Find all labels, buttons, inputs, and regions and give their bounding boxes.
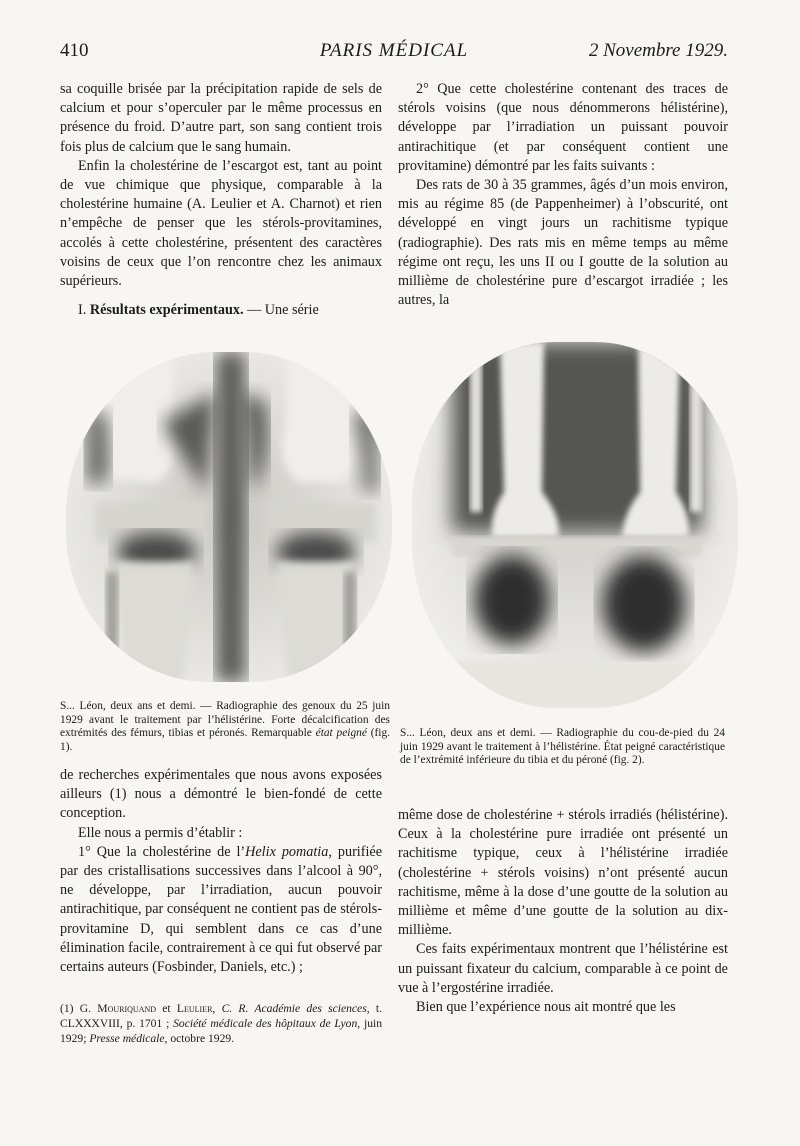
right-column-top — [398, 80, 728, 310]
species-name: Helix pomatia — [245, 843, 329, 860]
right-column-bottom — [398, 806, 728, 1017]
section-lead: — Une série — [243, 302, 319, 319]
caption-text: — Radiographie des genoux du 25 juin 1929 avant le traitement par l’hélistérine. Forte décalcification des extrémités des fémurs, tibias et péronés. Remarquable — [60, 700, 390, 740]
knee-radiograph-image — [66, 352, 392, 682]
paragraph — [60, 843, 382, 977]
paragraph: Bien que l’expérience nous ait montré que les — [416, 999, 676, 1016]
text-run: 1° Que la cholestérine de l’ — [78, 843, 246, 860]
footnote-author: Leulier — [176, 1002, 213, 1015]
issue-date: 2 Novembre 1929. — [588, 40, 728, 61]
figure-1-caption — [60, 700, 390, 754]
paragraph: Elle nous a permis d’établir : — [78, 824, 243, 841]
page-number: 410 — [60, 40, 89, 61]
caption-italic: état peigné — [315, 727, 367, 740]
left-column-top — [60, 80, 382, 320]
figure-2-caption — [400, 727, 725, 768]
footnote-number: (1) — [60, 1002, 80, 1015]
caption-lead: S... Léon, deux ans et demi. — [60, 700, 196, 712]
caption-lead: S... Léon, deux ans et demi. — [400, 727, 536, 739]
text-run: , octobre 1929. — [164, 1032, 235, 1045]
running-header — [60, 40, 728, 66]
paragraph: Ces faits expérimentaux montrent que l’hélistérine est un puissant fixateur du calcium, comparable à ce point de vue à l’ergostérine irradiée. — [398, 941, 728, 996]
paragraph: sa coquille brisée par la précipitation rapide de sels de calcium et pour s’operculer par le même processus en présence du froid. D’autre part, son sang contient trois fois plus de calcium que le sang humain. — [60, 81, 382, 155]
paragraph: Des rats de 30 à 35 grammes, âgés d’un mois environ, mis au régime 85 (de Pappenheimer) à l’obscurité, ont développé en vingt jours un rachitisme typique (radiographie). Des rats mis en même temps au même régime ont reçu, les uns II ou I goutte de la solution au millième de cholestérine pure d’escargot irradiée ; les autres, la — [398, 177, 728, 309]
paragraph: de recherches expérimentales que nous avons exposées ailleurs (1) nous a démontré le bien-fondé de cette conception. — [60, 767, 382, 822]
paragraph: 2° Que cette cholestérine contenant des traces de stérols voisins (que nous dénommerons hélistérine), développe par l’irradiation un puissant pouvoir antirachitique (et par conséquent contient une provitamine) démontré par les faits suivants : — [398, 81, 728, 174]
paragraph: même dose de cholestérine + stérols irradiés (hélistérine). Ceux à la cholestérine pure irradiée ont présenté un rachitisme typique, ceux à l’hélistérine irradiée (cholestérine + stérols voisins) n’ont présenté aucun rachitisme, même à la dose d’une goutte de la solution au millième et même d’une goutte de la solution au dix-millième. — [398, 807, 728, 939]
section-title: Résultats expérimentaux. — [89, 302, 244, 319]
ankle-radiograph-image — [412, 342, 738, 708]
text-run: , t. CLXXXVIII, p. 1701 ; — [60, 1002, 382, 1030]
footnote-author: G. Mouriquand — [79, 1002, 157, 1015]
section-heading — [60, 301, 382, 320]
text-run: et — [156, 1002, 177, 1015]
footnote — [60, 1001, 382, 1046]
footnote-journal: Société médicale des hôpitaux de Lyon — [173, 1017, 358, 1030]
caption-text: — Radiographie du cou-de-pied du 24 juin 1929 avant le traitement à l’hélistérine. État peigné caractéristique de l’extrémité inférieure du tibia et du péroné (fig. 2). — [400, 727, 725, 767]
figure-2-ankle-radiograph — [412, 342, 738, 708]
text-run: , juin 1929; — [60, 1017, 383, 1045]
section-number: I. — [78, 302, 87, 319]
journal-title: PARIS MÉDICAL — [319, 40, 469, 61]
paragraph: Enfin la cholestérine de l’escargot est, tant au point de vue chimique que physique, comparable à la cholestérine humaine (A. Leulier et A. Charnot) et rien n’empêche de penser que les stérols-provitamines, accolés à cette cholestérine, présentent des caractères voisins de ceux que l’on rencontre chez les animaux supérieurs. — [60, 157, 382, 290]
figure-1-knee-radiograph — [66, 352, 392, 682]
footnote-journal: Presse médicale — [89, 1032, 165, 1045]
caption-end: (fig. 1). — [60, 727, 390, 753]
text-run: , purifiée par des cristallisations successives dans l’alcool à 90°, ne développe, par l’irradiation, aucun pouvoir antirachitique, par conséquent ne contient pas de stérols-provitamine D, qui semblent dans ce cas d’une élimination facile, contrairement à ce qui fut observé par certains auteurs (Fosbinder, Daniels, etc.) ; — [60, 843, 382, 976]
footnote-journal: , C. R. Académie des sciences — [212, 1002, 367, 1015]
left-column-bottom — [60, 766, 382, 977]
